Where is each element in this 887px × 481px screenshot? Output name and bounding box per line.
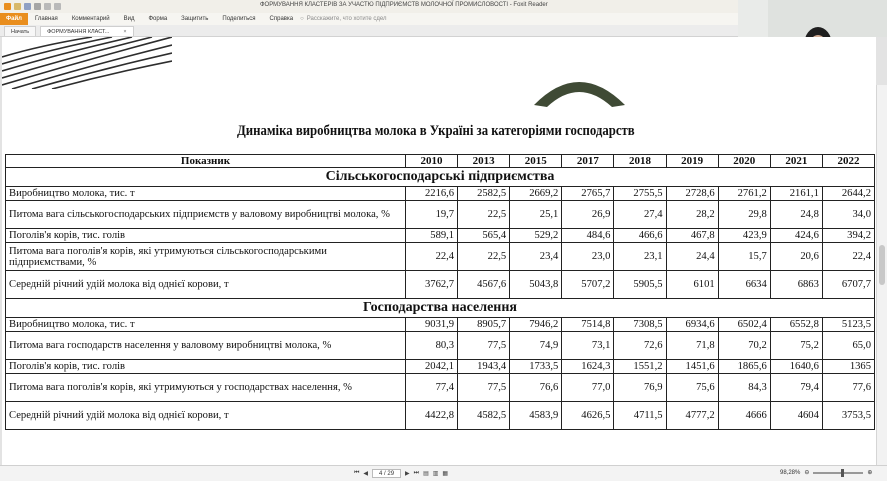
value-cell: 34,0 [822, 201, 874, 229]
facing-view-icon[interactable]: ▦ [442, 471, 449, 477]
value-cell: 71,8 [666, 332, 718, 360]
milk-production-table [5, 154, 875, 430]
indicator-label: Питома вага сільськогосподарських підприємств у валовому виробництві молока, % [6, 201, 406, 229]
value-cell: 2216,6 [406, 187, 458, 201]
zoom-out-button[interactable]: ⊖ [804, 470, 810, 476]
section-title: Господарства населення [6, 299, 875, 318]
value-cell: 65,0 [822, 332, 874, 360]
value-cell: 4711,5 [614, 402, 666, 430]
value-cell: 5707,2 [562, 271, 614, 299]
tab-view[interactable]: Вид [123, 16, 135, 22]
value-cell: 77,0 [562, 374, 614, 402]
value-cell: 77,5 [458, 332, 510, 360]
value-cell: 25,1 [510, 201, 562, 229]
indicator-label: Виробництво молока, тис. т [6, 318, 406, 332]
header-year: 2018 [614, 155, 666, 168]
continuous-view-icon[interactable]: ▥ [432, 471, 439, 477]
page-number-input[interactable]: 4 / 29 [372, 469, 401, 478]
document-viewport[interactable] [0, 37, 887, 465]
value-cell: 6502,4 [718, 318, 770, 332]
value-cell: 75,6 [666, 374, 718, 402]
value-cell: 4604 [770, 402, 822, 430]
value-cell: 5905,5 [614, 271, 666, 299]
indicator-label: Поголів'я корів, тис. голів [6, 360, 406, 374]
value-cell: 28,2 [666, 201, 718, 229]
value-cell: 6634 [718, 271, 770, 299]
value-cell: 15,7 [718, 243, 770, 271]
value-cell: 7308,5 [614, 318, 666, 332]
header-year: 2022 [822, 155, 874, 168]
value-cell: 1640,6 [770, 360, 822, 374]
value-cell: 6934,6 [666, 318, 718, 332]
value-cell: 77,6 [822, 374, 874, 402]
tab-comment[interactable]: Комментарий [71, 16, 110, 22]
value-cell: 466,6 [614, 229, 666, 243]
value-cell: 1451,6 [666, 360, 718, 374]
value-cell: 22,4 [406, 243, 458, 271]
value-cell: 423,9 [718, 229, 770, 243]
value-cell: 2765,7 [562, 187, 614, 201]
value-cell: 589,1 [406, 229, 458, 243]
open-icon[interactable] [14, 3, 21, 10]
pdf-page [2, 37, 876, 465]
header-year: 2019 [666, 155, 718, 168]
tab-document-label: ФОРМУВАННЯ КЛАСТ... [47, 29, 110, 35]
value-cell: 4583,9 [510, 402, 562, 430]
value-cell: 84,3 [718, 374, 770, 402]
indicator-label: Середній річний удій молока від однієї корови, т [6, 402, 406, 430]
value-cell: 1865,6 [718, 360, 770, 374]
value-cell: 24,8 [770, 201, 822, 229]
redo-icon[interactable] [54, 3, 61, 10]
table-row [6, 318, 875, 332]
page-view-icon[interactable]: ▤ [423, 471, 429, 477]
value-cell: 1365 [822, 360, 874, 374]
table-header-row [6, 155, 875, 168]
table-row [6, 402, 875, 430]
indicator-label: Питома вага поголів'я корів, які утримуються сільськогосподарськими підприємствами, % [6, 243, 406, 271]
value-cell: 73,1 [562, 332, 614, 360]
value-cell: 9031,9 [406, 318, 458, 332]
indicator-label: Питома вага поголів'я корів, які утримуються у господарствах населення, % [6, 374, 406, 402]
value-cell: 2042,1 [406, 360, 458, 374]
zoom-slider-knob[interactable] [841, 469, 844, 477]
value-cell: 2582,5 [458, 187, 510, 201]
file-tab[interactable]: Файл [0, 13, 28, 25]
value-cell: 1733,5 [510, 360, 562, 374]
indicator-label: Виробництво молока, тис. т [6, 187, 406, 201]
save-icon[interactable] [24, 3, 31, 10]
value-cell: 2669,2 [510, 187, 562, 201]
value-cell: 4666 [718, 402, 770, 430]
indicator-label: Поголів'я корів, тис. голів [6, 229, 406, 243]
tell-me-box[interactable] [300, 16, 386, 22]
table-row [6, 360, 875, 374]
value-cell: 1943,4 [458, 360, 510, 374]
value-cell: 77,4 [406, 374, 458, 402]
section-row [6, 168, 875, 187]
value-cell: 6552,8 [770, 318, 822, 332]
previous-page-button[interactable]: ◀ [363, 471, 369, 477]
value-cell: 23,1 [614, 243, 666, 271]
header-year: 2010 [406, 155, 458, 168]
header-year: 2020 [718, 155, 770, 168]
value-cell: 23,0 [562, 243, 614, 271]
value-cell: 22,4 [822, 243, 874, 271]
tab-help[interactable]: Справка [269, 16, 294, 22]
value-cell: 72,6 [614, 332, 666, 360]
value-cell: 4567,6 [458, 271, 510, 299]
page-navigation [354, 469, 448, 478]
value-cell: 23,4 [510, 243, 562, 271]
decorative-arch [532, 67, 627, 107]
value-cell: 75,2 [770, 332, 822, 360]
value-cell: 5123,5 [822, 318, 874, 332]
header-year: 2013 [458, 155, 510, 168]
document-tabs [0, 25, 740, 37]
value-cell: 8905,7 [458, 318, 510, 332]
value-cell: 484,6 [562, 229, 614, 243]
last-page-button[interactable]: ⏭ [413, 470, 420, 476]
value-cell: 2728,6 [666, 187, 718, 201]
quick-access-toolbar [4, 3, 61, 10]
table-row [6, 187, 875, 201]
value-cell: 7514,8 [562, 318, 614, 332]
value-cell: 29,8 [718, 201, 770, 229]
header-indicator: Показник [6, 155, 406, 168]
status-bar [0, 465, 887, 481]
zoom-in-button[interactable]: ⊕ [867, 470, 873, 476]
tab-share[interactable]: Поделиться [222, 16, 256, 22]
header-year: 2015 [510, 155, 562, 168]
value-cell: 26,9 [562, 201, 614, 229]
value-cell: 3762,7 [406, 271, 458, 299]
section-title: Сільськогосподарські підприємства [6, 168, 875, 187]
value-cell: 424,6 [770, 229, 822, 243]
close-tab-icon[interactable]: × [123, 29, 127, 35]
value-cell: 2761,2 [718, 187, 770, 201]
tab-start[interactable]: Начать [4, 26, 36, 36]
zoom-slider[interactable] [813, 472, 863, 474]
value-cell: 2755,5 [614, 187, 666, 201]
value-cell: 5043,8 [510, 271, 562, 299]
indicator-label: Середній річний удій молока від однієї корови, т [6, 271, 406, 299]
header-year: 2017 [562, 155, 614, 168]
tab-form[interactable]: Форма [148, 16, 168, 22]
tab-protect[interactable]: Защитить [181, 16, 209, 22]
value-cell: 80,3 [406, 332, 458, 360]
header-year: 2021 [770, 155, 822, 168]
title-bar [0, 0, 740, 13]
app-logo-icon [4, 3, 11, 10]
table-row [6, 374, 875, 402]
value-cell: 79,4 [770, 374, 822, 402]
vertical-scrollbar[interactable] [876, 85, 887, 481]
value-cell: 6101 [666, 271, 718, 299]
value-cell: 4777,2 [666, 402, 718, 430]
tab-home[interactable]: Главная [34, 16, 58, 22]
undo-icon[interactable] [44, 3, 51, 10]
ribbon-tabs [0, 13, 740, 25]
next-page-button[interactable]: ▶ [405, 471, 410, 477]
value-cell: 4422,8 [406, 402, 458, 430]
value-cell: 565,4 [458, 229, 510, 243]
value-cell: 76,9 [614, 374, 666, 402]
value-cell: 24,4 [666, 243, 718, 271]
indicator-label: Питома вага господарств населення у валовому виробництві молока, % [6, 332, 406, 360]
value-cell: 76,6 [510, 374, 562, 402]
value-cell: 6707,7 [822, 271, 874, 299]
table-row [6, 243, 875, 271]
value-cell: 6863 [770, 271, 822, 299]
value-cell: 2161,1 [770, 187, 822, 201]
tell-me-text: Расскажите, что хотите сдел [306, 16, 387, 22]
value-cell: 4626,5 [562, 402, 614, 430]
zoom-controls [780, 469, 872, 476]
table-row [6, 229, 875, 243]
table-row [6, 332, 875, 360]
lightbulb-icon: ○ [300, 16, 304, 22]
value-cell: 19,7 [406, 201, 458, 229]
table-row [6, 271, 875, 299]
value-cell: 77,5 [458, 374, 510, 402]
window-title: ФОРМУВАННЯ КЛАСТЕРІВ ЗА УЧАСТЮ ПІДПРИЄМСТВ МОЛОЧНОЇ ПРОМИСЛОВОСТІ - Foxit Reader [260, 2, 548, 8]
value-cell: 7946,2 [510, 318, 562, 332]
value-cell: 1551,2 [614, 360, 666, 374]
value-cell: 467,8 [666, 229, 718, 243]
value-cell: 1624,3 [562, 360, 614, 374]
value-cell: 22,5 [458, 201, 510, 229]
value-cell: 27,4 [614, 201, 666, 229]
value-cell: 529,2 [510, 229, 562, 243]
decorative-stripes [2, 37, 172, 89]
scrollbar-thumb[interactable] [879, 245, 885, 285]
value-cell: 3753,5 [822, 402, 874, 430]
zoom-level[interactable]: 98,28% [780, 469, 801, 476]
value-cell: 22,5 [458, 243, 510, 271]
value-cell: 20,6 [770, 243, 822, 271]
print-icon[interactable] [34, 3, 41, 10]
section-row [6, 299, 875, 318]
first-page-button[interactable]: ⏮ [354, 470, 360, 476]
value-cell: 4582,5 [458, 402, 510, 430]
table-row [6, 201, 875, 229]
tab-current-document[interactable] [40, 26, 133, 36]
value-cell: 70,2 [718, 332, 770, 360]
value-cell: 74,9 [510, 332, 562, 360]
document-heading: Динаміка виробництва молока в Україні за категоріями господарств [236, 123, 635, 139]
value-cell: 2644,2 [822, 187, 874, 201]
value-cell: 394,2 [822, 229, 874, 243]
